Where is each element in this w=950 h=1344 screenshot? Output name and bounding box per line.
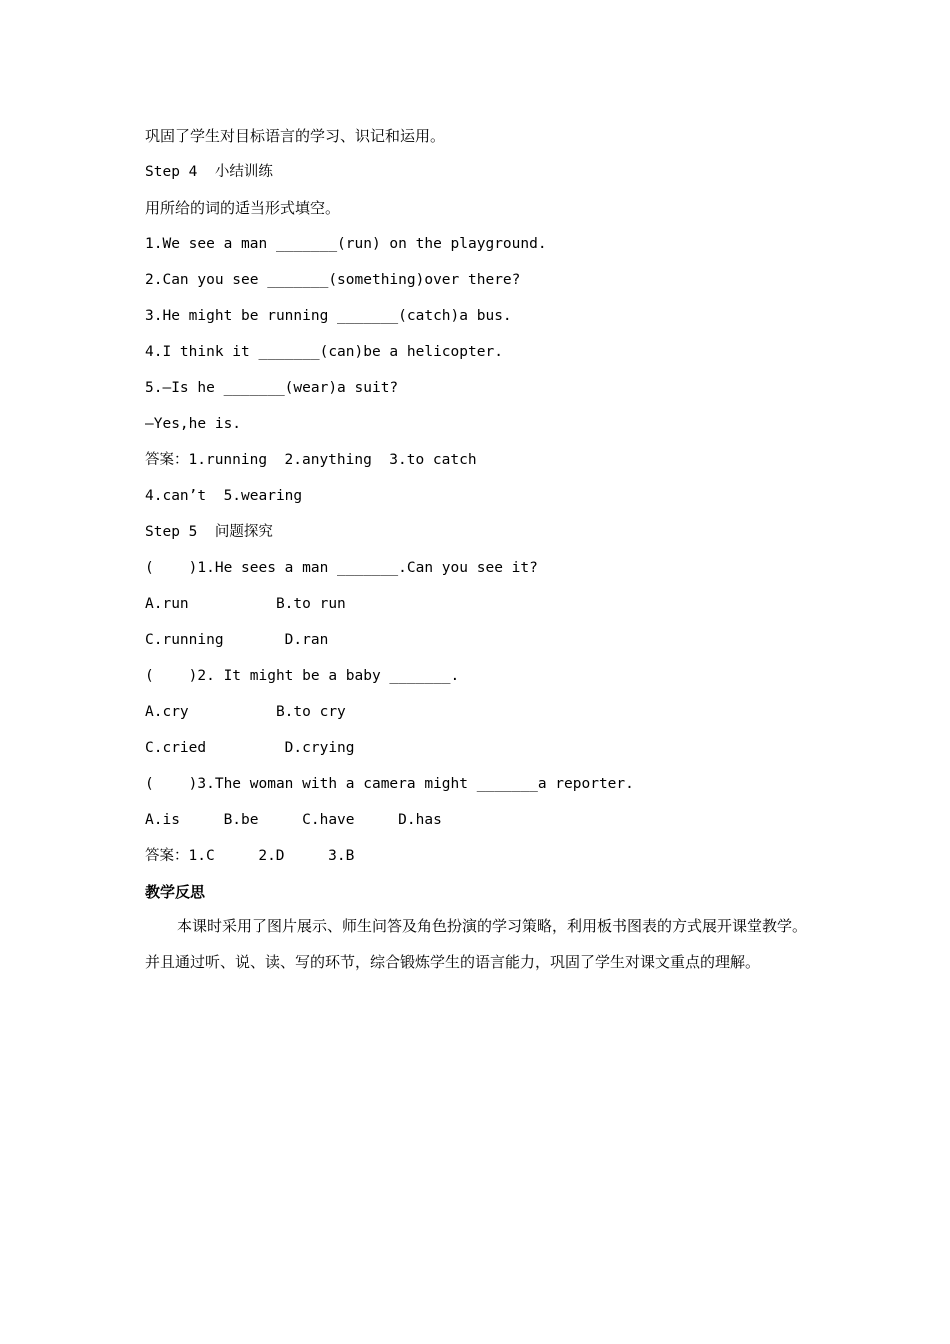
exercise-line: 2.Can you see _______(something)over there? — [145, 272, 521, 288]
option-line: A.cry B.to cry — [145, 704, 346, 720]
question-line: ( )3.The woman with a camera might _______a reporter. — [145, 776, 634, 792]
step5-heading: Step 5 问题探究 — [145, 524, 273, 540]
step4-instruction: 用所给的词的适当形式填空。 — [145, 199, 341, 217]
option-line: A.run B.to run — [145, 596, 346, 612]
question-line: ( )1.He sees a man _______.Can you see it? — [145, 560, 538, 576]
option-line: A.is B.be C.have D.has — [145, 812, 442, 828]
reflection-paragraph: 本课时采用了图片展示、师生问答及角色扮演的学习策略，利用板书图表的方式展开课堂教学。并且通过听、说、读、写的环节，综合锻炼学生的语言能力，巩固了学生对课文重点的理解。 — [145, 917, 808, 971]
answer-line: 4.can’t 5.wearing — [145, 488, 303, 504]
exercise-line: 1.We see a man _______(run) on the playground. — [145, 236, 547, 252]
option-line: C.cried D.crying — [145, 740, 355, 756]
intro-text: 巩固了学生对目标语言的学习、识记和运用。 — [145, 127, 446, 145]
step4-heading: Step 4 小结训练 — [145, 164, 273, 180]
exercise-line: 5.—Is he _______(wear)a suit? — [145, 380, 399, 396]
exercise-line: 4.I think it _______(can)be a helicopter. — [145, 344, 503, 360]
exercise-line: —Yes,he is. — [145, 416, 242, 432]
reflection-heading: 教学反思 — [145, 883, 206, 901]
question-line: ( )2. It might be a baby _______. — [145, 668, 460, 684]
answer-line: 答案：1.C 2.D 3.B — [145, 848, 355, 864]
answer-line: 答案：1.running 2.anything 3.to catch — [145, 452, 477, 468]
option-line: C.running D.ran — [145, 632, 329, 648]
exercise-line: 3.He might be running _______(catch)a bus. — [145, 308, 512, 324]
